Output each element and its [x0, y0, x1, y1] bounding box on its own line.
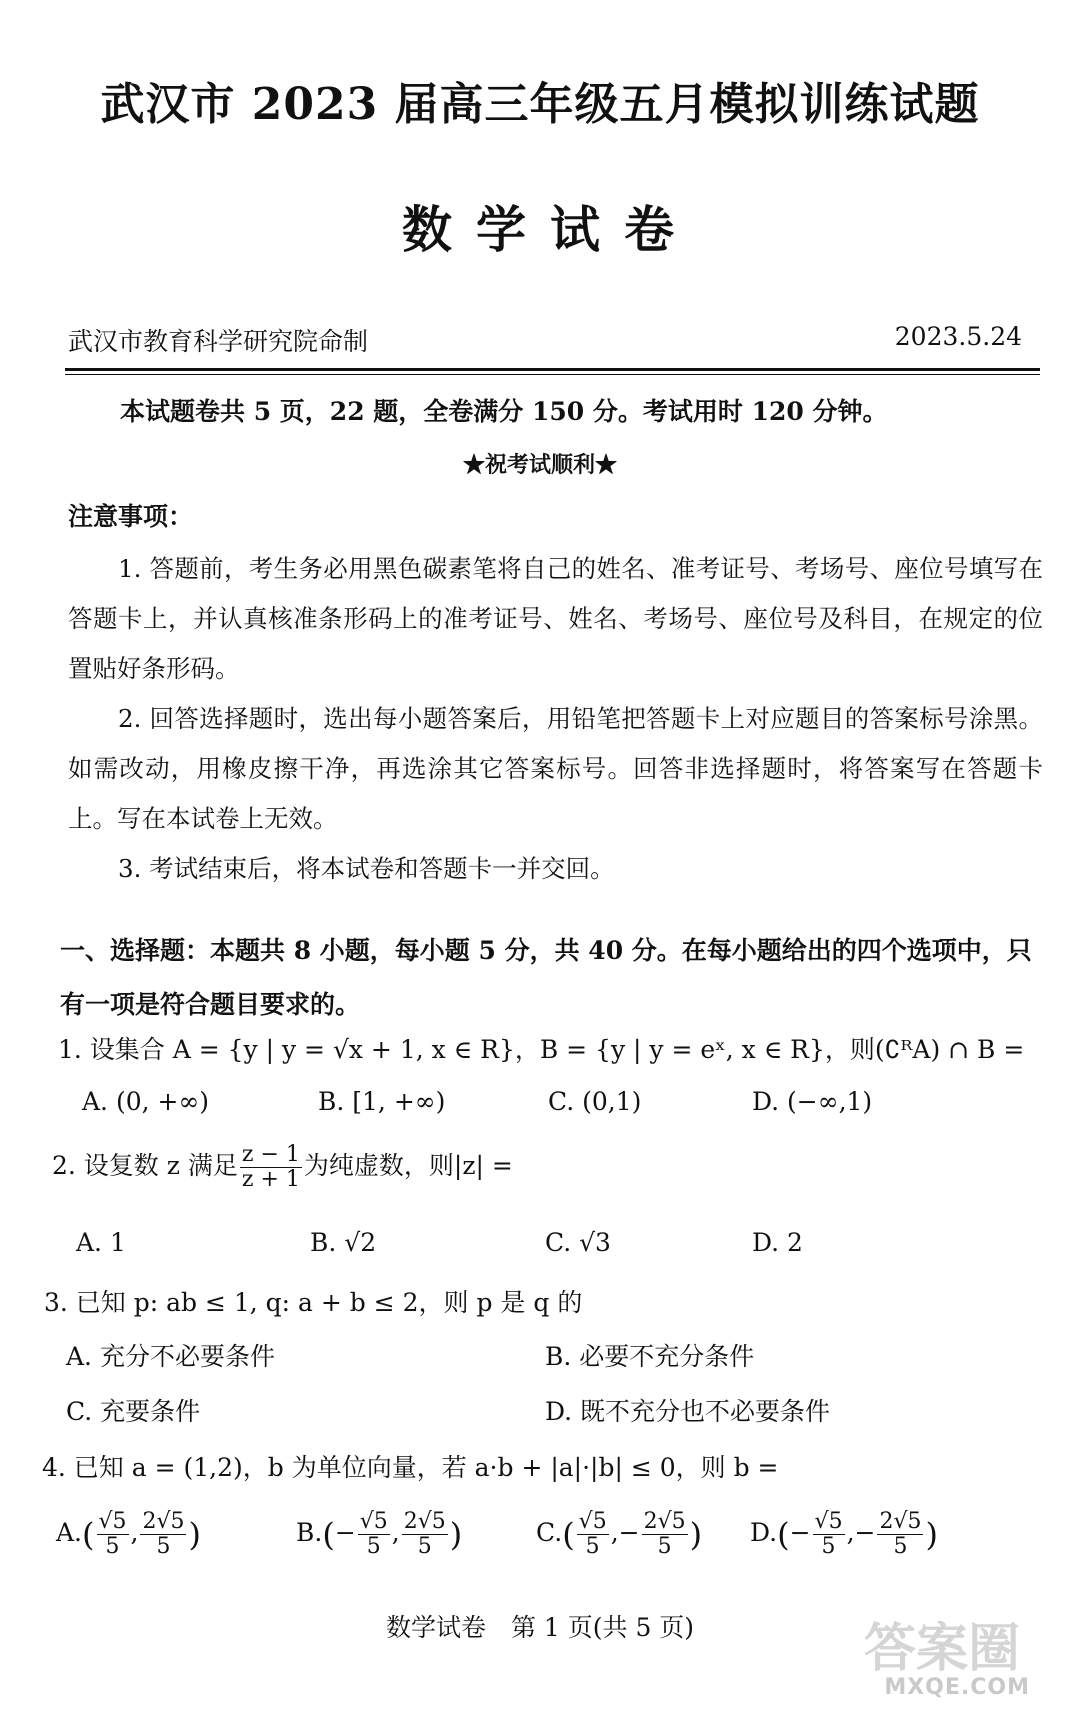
header-rule-thick	[65, 368, 1040, 371]
question-3-option-d: D. 既不充分也不必要条件	[545, 1397, 831, 1426]
question-1-option-c: C. (0,1)	[548, 1087, 642, 1116]
question-1-option-b: B. [1, +∞)	[318, 1087, 446, 1116]
question-1-option-d: D. (−∞,1)	[752, 1087, 873, 1116]
question-2-option-b: B. √2	[310, 1228, 377, 1257]
question-2-option-a: A. 1	[76, 1228, 126, 1257]
issuer: 武汉市教育科学研究院命制	[68, 327, 369, 356]
watermark-site: MXQE.COM	[884, 1675, 1030, 1700]
question-1-option-a: A. (0, +∞)	[82, 1087, 210, 1116]
question-2-fraction: $\frac{z - 1}{z + 1}$	[241, 1142, 300, 1193]
question-4-stem: 4. 已知 a = (1,2)，b 为单位向量，若 a·b + |a|·|b| ≤ 0，则 b =	[42, 1453, 779, 1482]
question-4-option-d: D.(− $\frac{√5}{5}$ ,− $\frac{2√5}{5}$ )	[750, 1509, 938, 1560]
question-4-option-a: A.( $\frac{√5}{5}$ , $\frac{2√5}{5}$ )	[56, 1509, 201, 1560]
question-3-option-b: B. 必要不充分条件	[545, 1342, 755, 1371]
question-2-stem: 2. 设复数 z 满足 $\frac{z - 1}{z + 1}$ 为纯虚数，则|z| =	[52, 1142, 513, 1193]
watermark-logo: 答案圈	[863, 1619, 1020, 1679]
question-2-option-d: D. 2	[752, 1228, 803, 1257]
note-item: 1. 答题前，考生务必用黑色碳素笔将自己的姓名、准考证号、考场号、座位号填写在答题卡上，并认真核准条形码上的准考证号、姓名、考场号、座位号及科目，在规定的位置贴好条形码。	[68, 554, 1043, 683]
good-luck-banner: ★祝考试顺利★	[462, 452, 617, 478]
exam-date: 2023.5.24	[894, 322, 1022, 351]
question-3-stem: 3. 已知 p: ab ≤ 1, q: a + b ≤ 2，则 p 是 q 的	[44, 1288, 583, 1317]
question-1-stem: 1. 设集合 A = {y | y = √x + 1, x ∈ R}，B = {y | y = eˣ, x ∈ R}，则(∁ᴿA) ∩ B =	[58, 1035, 1025, 1064]
subject-title: 数学试卷	[402, 200, 698, 259]
exam-info: 本试题卷共 5 页，22 题，全卷满分 150 分。考试用时 120 分钟。	[120, 397, 888, 426]
watermark	[810, 1598, 1040, 1708]
header-rule-thin	[65, 374, 1040, 375]
section-heading: 一、选择题：本题共 8 小题，每小题 5 分，共 40 分。在每小题给出的四个选项中，只有一项是符合题目要求的。	[60, 936, 1032, 1019]
question-3-option-c: C. 充要条件	[66, 1397, 201, 1426]
exam-title: 武汉市 2023 届高三年级五月模拟训练试题	[100, 79, 980, 130]
notes-heading: 注意事项：	[68, 502, 194, 531]
question-4-option-b: B.(− $\frac{√5}{5}$ , $\frac{2√5}{5}$ )	[296, 1509, 463, 1560]
page-footer: 数学试卷 第 1 页(共 5 页)	[385, 1613, 695, 1642]
note-item: 2. 回答选择题时，选出每小题答案后，用铅笔把答题卡上对应题目的答案标号涂黑。如需改动，用橡皮擦干净，再选涂其它答案标号。回答非选择题时，将答案写在答题卡上。写在本试卷上无效。	[68, 704, 1043, 833]
note-item: 3. 考试结束后，将本试卷和答题卡一并交回。	[118, 854, 615, 883]
question-2-option-c: C. √3	[545, 1228, 611, 1257]
question-3-option-a: A. 充分不必要条件	[66, 1342, 275, 1371]
question-4-option-c: C.( $\frac{√5}{5}$ ,− $\frac{2√5}{5}$ )	[536, 1509, 703, 1560]
